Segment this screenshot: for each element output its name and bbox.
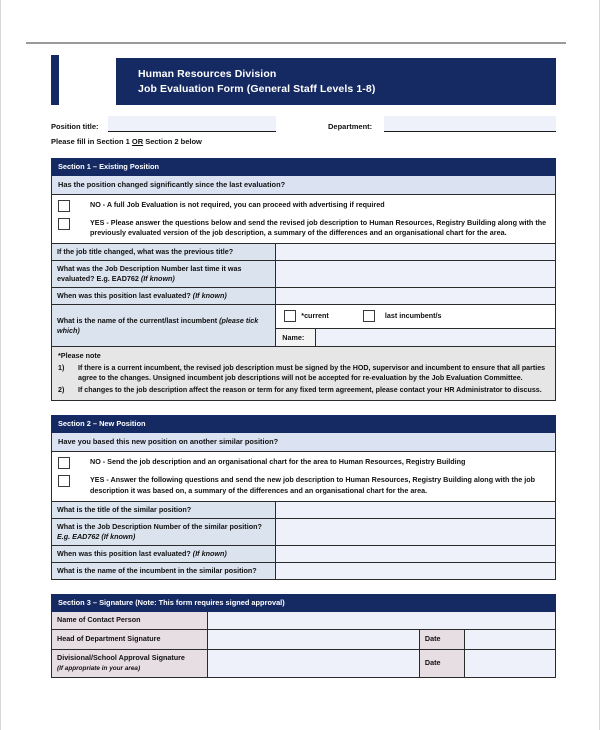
section-3-heading: Section 3 – Signature (Note: This form requires signed approval): [52, 594, 556, 611]
s1-row-2-label: [52, 288, 276, 305]
s1-row-1-label-text: What was the Job Description Number last time it was evaluated? E.g. EAD762: [57, 264, 242, 284]
s1-row-1-label-em: (If known): [140, 274, 175, 284]
section-1-options: [52, 195, 556, 244]
note-item: [58, 385, 549, 395]
section-2-heading-row: [52, 416, 556, 433]
s2-row-3-input[interactable]: [276, 562, 556, 579]
incumbent-cell: [276, 305, 556, 347]
s3-row-1-date-input[interactable]: [465, 649, 556, 677]
section-1-option-yes[interactable]: [58, 218, 549, 238]
document-body: [51, 55, 556, 678]
header-line-1: Human Resources Division: [138, 68, 277, 80]
checkbox-s2-yes[interactable]: [58, 475, 70, 487]
s2-row-3-label-text: What is the name of the incumbent in the similar position?: [57, 565, 257, 575]
fill-instruction-pre: Please fill in Section 1: [51, 137, 132, 146]
fill-instruction: [51, 137, 556, 146]
s3-row-1-date-label: Date: [419, 649, 464, 677]
table-row: [52, 562, 556, 579]
incumbent-name-row: [276, 328, 555, 346]
s1-row-0-label-text: If the job title changed, what was the previous title?: [57, 247, 234, 257]
position-title-label: Position title:: [51, 122, 99, 131]
section-2-option-no-text: [90, 457, 465, 467]
table-row: [52, 629, 556, 649]
incumbent-label-text: What is the name of the current/last incumbent: [57, 315, 220, 325]
checkbox-s1-no[interactable]: [58, 200, 70, 212]
department-label: Department:: [328, 122, 373, 131]
section-2-option-no-body: - Send the job description and an organisational chart for the area to Human Resources, Registry Building: [100, 457, 466, 467]
header-accent-bar: [51, 55, 59, 105]
form-header: [51, 55, 556, 105]
table-row: [52, 501, 556, 518]
note-item-1-text: If changes to the job description affect the reason or term for any fixed term agreement, please contact your HR Administrator to discuss.: [78, 386, 542, 395]
s3-row-0-label: [52, 629, 208, 649]
table-row: [52, 244, 556, 261]
incumbent-checkbox-row: [276, 305, 555, 328]
checkbox-s1-yes[interactable]: [58, 218, 70, 230]
section-1-note: [52, 347, 556, 401]
s3-row-1-label-text: Divisional/School Approval Signature: [57, 652, 185, 662]
incumbent-name-label: Name:: [276, 329, 316, 346]
s1-row-1-label: [52, 261, 276, 288]
table-row: [52, 649, 556, 677]
s1-row-2-label-text: When was this position last evaluated?: [57, 291, 193, 301]
table-row: [52, 288, 556, 305]
incumbent-last-label: last incumbent/s: [384, 311, 442, 321]
section-2-option-yes[interactable]: [58, 475, 549, 495]
checkbox-last-incumbent[interactable]: [363, 310, 375, 322]
position-department-row: [51, 114, 556, 134]
position-title-input[interactable]: [108, 116, 276, 132]
s2-row-1-label: [52, 518, 276, 545]
s2-row-0-label: [52, 501, 276, 518]
section-1-options-row: [52, 195, 556, 244]
section-3-table: [51, 594, 556, 678]
header-title-block: [116, 58, 556, 105]
fill-instruction-post: Section 2 below: [143, 137, 202, 146]
s3-row-1-label: [52, 649, 208, 677]
table-row: [52, 545, 556, 562]
incumbent-row: [52, 305, 556, 347]
fill-instruction-or: OR: [131, 137, 144, 146]
s1-row-0-input[interactable]: [276, 244, 556, 261]
note-item-1-number: 2): [58, 386, 65, 395]
header-line-2: Job Evaluation Form (General Staff Levels 1-8): [138, 82, 376, 95]
incumbent-name-input[interactable]: [316, 329, 555, 346]
s2-row-2-label-text: When was this position last evaluated?: [57, 548, 193, 558]
contact-person-row: [52, 611, 556, 629]
table-row: [52, 261, 556, 288]
incumbent-label-em: (please tick which): [57, 315, 259, 335]
department-input[interactable]: [384, 116, 556, 132]
s1-row-2-input[interactable]: [276, 288, 556, 305]
s3-row-0-signature-input[interactable]: [208, 629, 420, 649]
s2-row-0-input[interactable]: [276, 501, 556, 518]
section-1-table: [51, 158, 556, 401]
s1-row-1-input[interactable]: [276, 261, 556, 288]
s2-row-2-input[interactable]: [276, 545, 556, 562]
section-1-option-no[interactable]: [58, 200, 549, 212]
section-1-question: Has the position changed significantly since the last evaluation?: [52, 176, 556, 195]
s2-row-1-input[interactable]: [276, 518, 556, 545]
s1-row-2-label-em: (If known): [192, 291, 227, 301]
section-2-option-yes-prefix: YES: [90, 475, 105, 485]
note-title: *Please note: [58, 351, 101, 361]
s3-row-0-label-text: Head of Department Signature: [57, 634, 161, 644]
note-item: [58, 363, 549, 383]
section-2-option-no-prefix: NO: [90, 457, 101, 467]
s3-row-0-date-label: Date: [419, 629, 464, 649]
s2-row-0-label-text: What is the title of the similar position?: [57, 504, 192, 514]
section-1-option-no-prefix: NO: [90, 200, 101, 209]
contact-person-input[interactable]: [208, 611, 556, 629]
section-2-option-yes-text: [90, 475, 549, 495]
section-1-question-row: [52, 176, 556, 195]
s1-row-0-label: [52, 244, 276, 261]
table-row: [52, 518, 556, 545]
s3-row-1-signature-input[interactable]: [208, 649, 420, 677]
incumbent-label: [52, 305, 276, 347]
section-2-options: [52, 452, 556, 501]
s2-row-2-label-em: (If known): [192, 548, 227, 558]
section-1-option-yes-body: - Please answer the questions below and send the revised job description to Human Resources, Registry Building along with the previously evaluated version of the job description, a summary of the differences and an organisational chart for the area.: [90, 218, 547, 238]
section-2-option-yes-body: - Answer the following questions and send the new job description to Human Resources, Registry Building along with the job description it was based on, a summary of the differences and an organisational chart for the area.: [90, 475, 536, 495]
checkbox-s2-no[interactable]: [58, 457, 70, 469]
section-2-question-row: [52, 433, 556, 452]
s2-row-1-label-text: What is the Job Description Number of the similar position?: [57, 521, 262, 531]
note-item-0-text: If there is a current incumbent, the revised job description must be signed by the HOD, supervisor and incumbent to ensure that all parties agree to the changes. Unsigned incumbent job descriptions will not be accepted for re-evaluation by the Job Evaluation Committee.: [78, 364, 546, 383]
top-divider-rule: [26, 42, 566, 44]
section-2-option-no[interactable]: [58, 457, 549, 469]
section-1-option-yes-prefix: YES: [90, 218, 105, 227]
s3-row-0-date-input[interactable]: [465, 629, 556, 649]
section-2-heading: Section 2 – New Position: [52, 416, 556, 433]
section-1-heading-row: [52, 159, 556, 176]
s2-row-1-label-em: E.g. EAD762 (If known): [57, 531, 136, 541]
s2-row-3-label: [52, 562, 276, 579]
section-1-option-no-text: [90, 200, 385, 210]
section-2-question: Have you based this new position on another similar position?: [52, 433, 556, 452]
section-1-option-yes-text: [90, 218, 549, 238]
section-1-note-row: [52, 347, 556, 401]
section-2-options-row: [52, 452, 556, 501]
s3-row-1-label-em: (If appropriate in your area): [57, 664, 141, 672]
section-1-heading: Section 1 – Existing Position: [52, 159, 556, 176]
section-3-heading-row: [52, 594, 556, 611]
checkbox-current-incumbent[interactable]: [284, 310, 296, 322]
incumbent-current-label: *current: [301, 311, 329, 321]
contact-person-label: Name of Contact Person: [52, 611, 208, 629]
s2-row-2-label: [52, 545, 276, 562]
section-2-table: [51, 415, 556, 579]
section-1-option-no-body: - A full Job Evaluation is not required, you can proceed with advertising if required: [100, 200, 385, 209]
note-item-0-number: 1): [58, 364, 65, 373]
